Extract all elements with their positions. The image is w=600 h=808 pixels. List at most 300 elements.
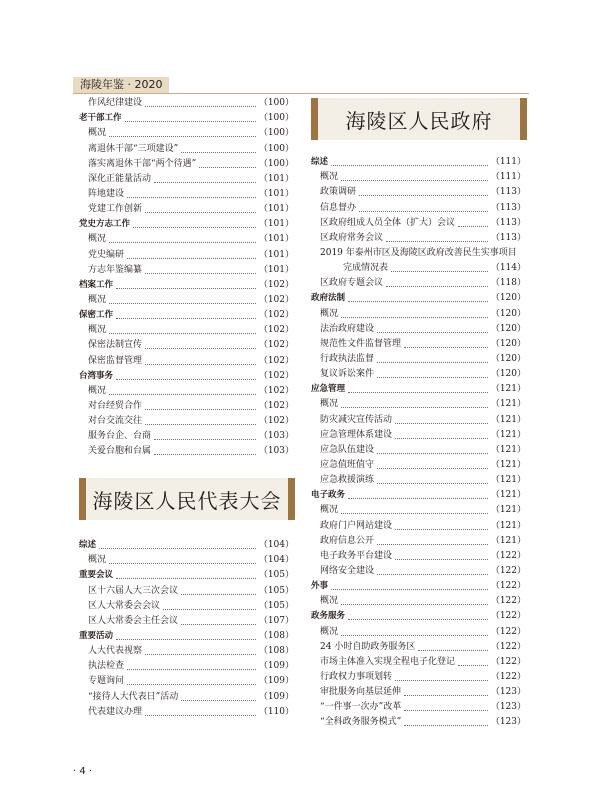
toc-entry (311, 185, 526, 200)
toc-entry-page: （108） (258, 646, 294, 657)
toc-entry-page: （122） (490, 565, 526, 576)
dot-leader (341, 604, 488, 605)
toc-entry-label: 应急管理 (311, 384, 346, 395)
toc-entry (311, 443, 526, 458)
toc-entry-label: 政府门户网站建设 (320, 520, 393, 531)
toc-entry (311, 231, 526, 246)
toc-entry-page: （121） (490, 475, 526, 486)
toc-entry (311, 261, 526, 276)
toc-entry (311, 594, 526, 609)
toc-entry (79, 111, 294, 126)
dot-leader (133, 227, 256, 228)
title-bar-left (311, 98, 318, 140)
toc-entry (311, 200, 526, 215)
toc-entry (79, 629, 294, 644)
toc-entry-label: 概况 (88, 234, 107, 245)
toc-entry-label: 概况 (320, 505, 339, 516)
toc-entry (79, 353, 294, 368)
toc-entry-page: （104） (258, 540, 294, 551)
dot-leader (109, 303, 256, 304)
toc-entry (79, 399, 294, 414)
toc-entry-page: （120） (490, 308, 526, 319)
toc-entry-label: 政务服务 (311, 611, 346, 622)
toc-entry-label: 老干部工作 (79, 113, 122, 124)
dot-leader (109, 394, 256, 395)
toc-entry-label: 法治政府建设 (320, 323, 375, 334)
dot-leader (181, 594, 256, 595)
toc-entry-label: 概况 (88, 555, 107, 566)
toc-entry (79, 674, 294, 689)
toc-entry-label: 网络安全建设 (320, 565, 375, 576)
toc-entry-label: 阵地建设 (88, 188, 125, 199)
toc-entry (311, 715, 526, 730)
toc-entry-page: （101） (258, 234, 294, 245)
dot-leader (109, 563, 256, 564)
toc-entry-page: （109） (258, 691, 294, 702)
toc-entry-page: （113） (490, 217, 526, 228)
toc-entry-page: （101） (258, 219, 294, 230)
toc-entry (311, 458, 526, 473)
toc-entry-label: 对台经贸合作 (88, 400, 143, 411)
toc-entry (79, 614, 294, 629)
toc-entry (311, 291, 526, 306)
toc-entry-page: （102） (258, 370, 294, 381)
dot-leader (341, 180, 488, 181)
toc-entry-page: （111） (490, 157, 526, 168)
toc-entry (311, 473, 526, 488)
toc-entry (79, 247, 294, 262)
toc-entry-label: 应急值班值守 (320, 459, 375, 470)
toc-entry-label: 复议诉讼案件 (320, 369, 375, 380)
toc-entry (79, 232, 294, 247)
dot-leader (348, 619, 488, 620)
toc-entry-page: （122） (490, 596, 526, 607)
toc-entry (79, 323, 294, 338)
toc-entry-label: 保密监督管理 (88, 355, 143, 366)
toc-entry-page: （101） (258, 264, 294, 275)
toc-entry-label: 市场主体准入实现全程电子化登记 (320, 656, 456, 667)
dot-leader (163, 609, 256, 610)
toc-entry-page: （113） (490, 187, 526, 198)
toc-entry (79, 689, 294, 704)
toc-entry-label: 防灾减灾宣传活动 (320, 414, 393, 425)
dot-leader (127, 258, 256, 259)
toc-entry-page: （121） (490, 490, 526, 501)
toc-entry-page: （113） (490, 232, 526, 243)
toc-entry-label: 应急管理体系建设 (320, 429, 393, 440)
toc-entry-page: （120） (490, 353, 526, 364)
section-title-government-text: 海陵区人民政府 (345, 108, 493, 133)
toc-entry-label: 电子政务平台建设 (320, 550, 393, 561)
toc-entry-page: （122） (490, 550, 526, 561)
toc-entry-page: （122） (490, 656, 526, 667)
toc-entry-page: （120） (490, 293, 526, 304)
dot-leader (127, 197, 256, 198)
toc-entry-label: 外事 (311, 581, 329, 592)
toc-entry (311, 428, 526, 443)
toc-entry (311, 170, 526, 185)
dot-leader (395, 559, 488, 560)
toc-entry-label: 落实离退休干部“两个待遇” (88, 158, 197, 169)
dot-leader (348, 301, 488, 302)
toc-entry-page: （102） (258, 400, 294, 411)
dot-leader (341, 407, 488, 408)
toc-entry-page: （122） (490, 641, 526, 652)
dot-leader (348, 392, 488, 393)
toc-entry (79, 369, 294, 384)
toc-entry-page: （104） (258, 555, 294, 566)
toc-entry-page: （120） (490, 369, 526, 380)
dot-leader (377, 362, 488, 363)
dot-leader (377, 377, 488, 378)
toc-entry-label: 方志年鉴编纂 (88, 264, 143, 275)
toc-entry (79, 444, 294, 459)
toc-entry (79, 141, 294, 156)
toc-entry (311, 337, 526, 352)
dot-leader (359, 195, 488, 196)
toc-entry-label: 行政执法监督 (320, 353, 375, 364)
toc-entry-label: 重要会议 (79, 570, 114, 581)
toc-entry (79, 414, 294, 429)
dot-leader (386, 241, 488, 242)
dot-leader (181, 152, 256, 153)
toc-entry-label: 党史编研 (88, 249, 125, 260)
dot-leader (377, 453, 488, 454)
dot-leader (359, 211, 488, 212)
toc-entry (79, 96, 294, 111)
toc-entry-label: 深化正能量活动 (88, 173, 152, 184)
toc-entry-label: 完成情况表 (343, 263, 389, 274)
toc-entry-page: （122） (490, 581, 526, 592)
toc-entry-label: 对台交流交往 (88, 416, 143, 427)
toc-entry (79, 659, 294, 674)
toc-entry-page: （103） (258, 446, 294, 457)
dot-leader (341, 513, 488, 514)
dot-leader (145, 106, 256, 107)
toc-entry-label: 概况 (320, 399, 339, 410)
dot-leader (386, 286, 488, 287)
toc-entry (79, 278, 294, 293)
page-number: · 4 · (73, 766, 93, 777)
toc-entry-page: （107） (258, 615, 294, 626)
toc-entry-page: （102） (258, 385, 294, 396)
toc-entry (79, 263, 294, 278)
toc-entry (311, 322, 526, 337)
toc-entry (79, 187, 294, 202)
toc-entry-label: 概况 (88, 385, 107, 396)
toc-entry (311, 655, 526, 670)
toc-entry-page: （105） (258, 600, 294, 611)
dot-leader (377, 332, 488, 333)
toc-entry-label: 综述 (79, 540, 97, 551)
section-title-people-congress (79, 478, 295, 520)
toc-entry-label: 执法检查 (88, 661, 125, 672)
toc-entry (79, 553, 294, 568)
dot-leader (127, 669, 256, 670)
toc-entry-label: 应急队伍建设 (320, 444, 375, 455)
dot-leader (404, 347, 488, 348)
toc-entry-page: （121） (490, 399, 526, 410)
toc-entry-page: （103） (258, 431, 294, 442)
dot-leader (99, 548, 256, 549)
toc-entry (79, 583, 294, 598)
toc-entry-label: 概况 (320, 626, 339, 637)
toc-entry-page: （114） (490, 263, 526, 274)
toc-entry-page: （101） (258, 249, 294, 260)
toc-entry (311, 700, 526, 715)
toc-entry (311, 306, 526, 321)
toc-entry (79, 384, 294, 399)
toc-entry (79, 293, 294, 308)
toc-entry (311, 412, 526, 427)
toc-entry-page: （121） (490, 505, 526, 516)
dot-leader (154, 182, 256, 183)
toc-entry-page: （121） (490, 384, 526, 395)
dot-leader (145, 715, 256, 716)
toc-entry-page: （102） (258, 340, 294, 351)
toc-entry (311, 670, 526, 685)
dot-leader (109, 242, 256, 243)
dot-leader (331, 165, 488, 166)
toc-entry (311, 549, 526, 564)
toc-entry (311, 367, 526, 382)
toc-entry-label: 区政府组成人员全体（扩大）会议 (320, 217, 456, 228)
dot-leader (145, 654, 256, 655)
toc-entry-page: （100） (258, 113, 294, 124)
toc-entry-label: 区政府常务会议 (320, 232, 384, 243)
dot-leader (181, 700, 256, 701)
toc-entry-label: 区人大常委会主任会议 (88, 615, 179, 626)
dot-leader (395, 529, 488, 530)
toc-entry (79, 599, 294, 614)
toc-entry (79, 538, 294, 553)
toc-people-congress (79, 538, 294, 720)
toc-entry-label: 作风纪律建设 (88, 98, 143, 109)
toc-entry-page: （118） (490, 278, 526, 289)
dot-leader (377, 574, 488, 575)
toc-entry-page: （121） (490, 535, 526, 546)
dot-leader (154, 454, 256, 455)
toc-entry-page: （102） (258, 355, 294, 366)
toc-entry-page: （100） (258, 128, 294, 139)
toc-entry-label: 概况 (320, 172, 339, 183)
toc-entry (311, 534, 526, 549)
toc-entry-page: （122） (490, 611, 526, 622)
title-bar-left (79, 478, 86, 520)
section-title-people-congress-text: 海陵区人民代表大会 (92, 488, 282, 513)
toc-left-top (79, 96, 294, 459)
dot-leader (395, 438, 488, 439)
toc-entry-page: （102） (258, 310, 294, 321)
toc-entry-page: （101） (258, 204, 294, 215)
toc-entry-label: 档案工作 (79, 279, 114, 290)
toc-entry (79, 172, 294, 187)
dot-leader (341, 317, 488, 318)
toc-entry-page: （102） (258, 279, 294, 290)
dot-leader (395, 680, 488, 681)
toc-entry (311, 685, 526, 700)
toc-entry (311, 640, 526, 655)
toc-entry (79, 644, 294, 659)
toc-entry-page: （108） (258, 630, 294, 641)
dot-leader (125, 121, 256, 122)
toc-entry-label: 台湾事务 (79, 370, 114, 381)
toc-entry-page: （110） (258, 706, 294, 717)
toc-entry-page: （111） (490, 172, 526, 183)
toc-entry-label: 人大代表视察 (88, 646, 143, 657)
toc-entry-label: 信息督办 (320, 202, 357, 213)
dot-leader (145, 364, 256, 365)
toc-entry (311, 276, 526, 291)
dot-leader (404, 695, 488, 696)
dot-leader (404, 725, 488, 726)
dot-leader (404, 710, 488, 711)
toc-entry-label: 2019 年泰州市区及海陵区政府改善民生实事项目 (320, 247, 517, 258)
title-bar-right (288, 478, 295, 520)
toc-entry (311, 397, 526, 412)
toc-entry-label: 离退休干部“三项建设” (88, 143, 179, 154)
toc-entry-page: （105） (258, 585, 294, 596)
toc-entry-label: 24 小时自助政务服务区 (320, 641, 416, 652)
toc-entry-label: 服务台企、台商 (88, 431, 152, 442)
toc-entry-page: （121） (490, 520, 526, 531)
toc-entry (79, 157, 294, 172)
dot-leader (109, 136, 256, 137)
dot-leader (127, 684, 256, 685)
toc-entry-label: “接待人大代表日”活动 (88, 691, 179, 702)
toc-entry-label: 政策调研 (320, 187, 357, 198)
dot-leader (181, 624, 256, 625)
dot-leader (377, 544, 488, 545)
header-rule (73, 93, 529, 94)
toc-entry (79, 568, 294, 583)
toc-entry-page: （101） (258, 173, 294, 184)
book-title-tag: 海陵年鉴 · 2020 (73, 77, 169, 93)
toc-entry-page: （109） (258, 676, 294, 687)
toc-entry-label: 党建工作创新 (88, 204, 143, 215)
toc-entry-label: 概况 (88, 325, 107, 336)
toc-entry-page: （102） (258, 416, 294, 427)
toc-entry (79, 705, 294, 720)
toc-entry-label: 行政权力事项划转 (320, 671, 393, 682)
toc-entry-label: “一件事一次办”改革 (320, 702, 402, 713)
toc-entry-page: （121） (490, 429, 526, 440)
toc-entry-label: 区政府专题会议 (320, 278, 384, 289)
toc-entry-page: （101） (258, 188, 294, 199)
toc-entry-page: （102） (258, 294, 294, 305)
dot-leader (331, 589, 488, 590)
toc-entry (311, 216, 526, 231)
toc-entry-page: （100） (258, 143, 294, 154)
toc-entry-page: （113） (490, 202, 526, 213)
toc-entry (79, 308, 294, 323)
dot-leader (109, 333, 256, 334)
toc-entry (311, 624, 526, 639)
toc-entry-page: （102） (258, 325, 294, 336)
toc-entry-label: 保密工作 (79, 310, 114, 321)
dot-leader (145, 212, 256, 213)
toc-entry-page: （122） (490, 626, 526, 637)
toc-entry (79, 338, 294, 353)
toc-entry-label: 关爱台胞和台属 (88, 446, 152, 457)
toc-entry-page: （100） (258, 158, 294, 169)
section-title-government (311, 98, 527, 140)
dot-leader (418, 650, 487, 651)
toc-entry (311, 503, 526, 518)
dot-leader (116, 639, 256, 640)
toc-entry-page: （100） (258, 98, 294, 109)
toc-entry-page: （122） (490, 671, 526, 682)
toc-government (311, 155, 526, 730)
dot-leader (458, 665, 488, 666)
dot-leader (391, 271, 488, 272)
toc-entry-label: 重要活动 (79, 630, 114, 641)
toc-entry (311, 579, 526, 594)
toc-entry-label: 保密法制宣传 (88, 340, 143, 351)
toc-entry (79, 126, 294, 141)
toc-entry-label: 区人大常委会会议 (88, 600, 161, 611)
dot-leader (145, 409, 256, 410)
dot-leader (145, 273, 256, 274)
dot-leader (377, 483, 488, 484)
toc-entry (311, 488, 526, 503)
toc-entry-page: （123） (490, 702, 526, 713)
toc-entry-label: 概况 (320, 308, 339, 319)
toc-entry-label: 代表建议办理 (88, 706, 143, 717)
toc-entry-page: （120） (490, 338, 526, 349)
toc-entry (79, 429, 294, 444)
dot-leader (145, 424, 256, 425)
toc-entry (311, 609, 526, 624)
toc-entry (311, 382, 526, 397)
toc-entry-label: 党史方志工作 (79, 219, 131, 230)
toc-entry (311, 518, 526, 533)
toc-entry-label: 政府信息公开 (320, 535, 375, 546)
toc-entry-label: 区十六届人大三次会议 (88, 585, 179, 596)
toc-entry-label: 概况 (88, 294, 107, 305)
toc-entry-label: 概况 (88, 128, 107, 139)
toc-entry-label: “全科政务服务模式” (320, 717, 402, 728)
toc-entry (79, 202, 294, 217)
dot-leader (116, 318, 256, 319)
toc-entry-label: 概况 (320, 596, 339, 607)
toc-entry-label: 专题询问 (88, 676, 125, 687)
dot-leader (116, 379, 256, 380)
toc-entry (311, 155, 526, 170)
toc-entry-label: 规范性文件监督管理 (320, 338, 402, 349)
dot-leader (348, 498, 488, 499)
dot-leader (458, 226, 488, 227)
toc-entry-page: （105） (258, 570, 294, 581)
toc-entry-page: （121） (490, 444, 526, 455)
toc-entry (311, 246, 526, 261)
toc-entry-label: 政府法制 (311, 293, 346, 304)
toc-entry-label: 综述 (311, 157, 329, 168)
toc-entry-page: （120） (490, 323, 526, 334)
toc-entry-page: （109） (258, 661, 294, 672)
toc-entry (311, 564, 526, 579)
dot-leader (116, 288, 256, 289)
dot-leader (377, 468, 488, 469)
title-bar-right (520, 98, 527, 140)
toc-entry-page: （123） (490, 687, 526, 698)
dot-leader (199, 167, 256, 168)
toc-entry-page: （121） (490, 414, 526, 425)
toc-entry-label: 应急救援演练 (320, 475, 375, 486)
dot-leader (116, 578, 256, 579)
toc-entry-page: （123） (490, 717, 526, 728)
dot-leader (145, 348, 256, 349)
